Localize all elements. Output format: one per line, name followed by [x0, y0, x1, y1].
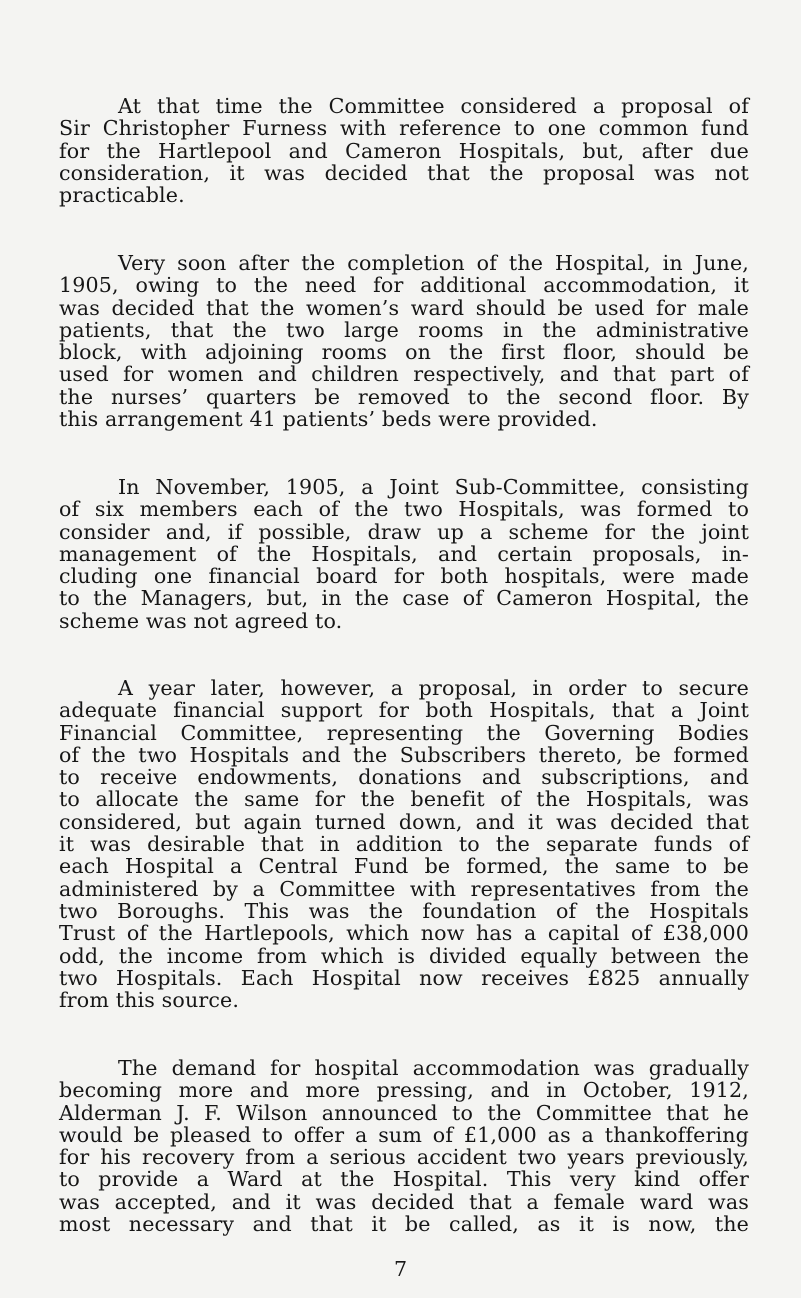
paragraph-line: Sir Christopher Furness with reference to one common fund [59, 116, 749, 141]
paragraph-line: The demand for hospital accommodation was gradually [118, 1056, 749, 1080]
paragraph-line: was decided that the women’s ward should be used for male [59, 295, 749, 320]
paragraph-line: administered by a Committee with representatives from the [59, 876, 749, 901]
paragraph-line: At that time the Committee considered a proposal of [118, 94, 749, 118]
paragraph-line: management of the Hospitals, and certain proposals, in- [59, 541, 749, 566]
paragraph-line: Very soon after the completion of the Hospital, in June, [118, 251, 749, 275]
paragraph-line: practicable. [59, 183, 185, 208]
paragraph-line: from this source. [59, 988, 240, 1013]
paragraph-line: 1905, owing to the need for additional accommodation, it [59, 273, 749, 298]
paragraph-line: Trust of the Hartlepools, which now has a capital of £38,000 [59, 921, 749, 946]
paragraph-line: to allocate the same for the benefit of the Hospitals, was [59, 787, 749, 812]
paragraph-line: was accepted, and it was decided that a female ward was [59, 1189, 749, 1214]
paragraph-line: would be pleased to offer a sum of £1,000 as a thankoffering [59, 1122, 749, 1147]
paragraph-line: to receive endowments, donations and subscriptions, and [59, 765, 749, 790]
paragraph-line: Alderman J. F. Wilson announced to the Committee that he [59, 1100, 749, 1125]
paragraph-line: scheme was not agreed to. [59, 608, 343, 633]
paragraph-line: to provide a Ward at the Hospital. This very kind offer [59, 1167, 749, 1192]
paragraph-line: the nurses’ quarters be removed to the second floor. By [59, 384, 749, 409]
paragraph-line: Financial Committee, representing the Governing Bodies [59, 720, 749, 745]
paragraph-line: most necessary and that it be called, as it is now, the [59, 1212, 749, 1237]
paragraph-1 [59, 95, 749, 206]
paragraph-line: for his recovery from a serious accident two years previously, [59, 1145, 749, 1170]
page-number: 7 [393, 1257, 408, 1281]
paragraph-line: this arrangement 41 patients’ beds were provided. [59, 407, 598, 432]
paragraph-2 [59, 252, 749, 430]
paragraph-line: each Hospital a Central Fund be formed, the same to be [59, 854, 749, 879]
paragraph-line: odd, the income from which is divided equally between the [59, 943, 749, 968]
paragraph-line: two Hospitals. Each Hospital now receives £825 annually [59, 965, 749, 990]
paragraph-line: of the two Hospitals and the Subscribers thereto, be formed [59, 742, 749, 767]
paragraph-line: adequate financial support for both Hospitals, that a Joint [59, 698, 749, 723]
paragraph-4 [59, 677, 749, 1011]
paragraph-line: it was desirable that in addition to the separate funds of [59, 832, 749, 857]
paragraph-5 [59, 1057, 749, 1235]
paragraph-line: to the Managers, but, in the case of Cameron Hospital, the [59, 586, 749, 611]
paragraph-line: consideration, it was decided that the proposal was not [59, 160, 749, 185]
paragraph-line: In November, 1905, a Joint Sub-Committee, consisting [118, 475, 749, 499]
paragraph-line: A year later, however, a proposal, in order to secure [118, 676, 749, 700]
paragraph-line: for the Hartlepool and Cameron Hospitals, but, after due [59, 138, 749, 163]
paragraph-line: of six members each of the two Hospitals, was formed to [59, 497, 749, 522]
paragraph-line: block, with adjoining rooms on the first floor, should be [59, 340, 749, 365]
paragraph-line: consider and, if possible, draw up a scheme for the joint [59, 519, 749, 544]
paragraph-line: patients, that the two large rooms in the administrative [59, 317, 749, 342]
paragraph-3 [59, 476, 749, 632]
paragraph-line: two Boroughs. This was the foundation of the Hospitals [59, 898, 749, 923]
paragraph-line: considered, but again turned down, and it was decided that [59, 809, 749, 834]
paragraph-line: becoming more and more pressing, and in October, 1912, [59, 1078, 749, 1103]
paragraph-line: cluding one financial board for both hospitals, were made [59, 564, 749, 589]
paragraph-line: used for women and children respectively, and that part of [59, 362, 749, 387]
